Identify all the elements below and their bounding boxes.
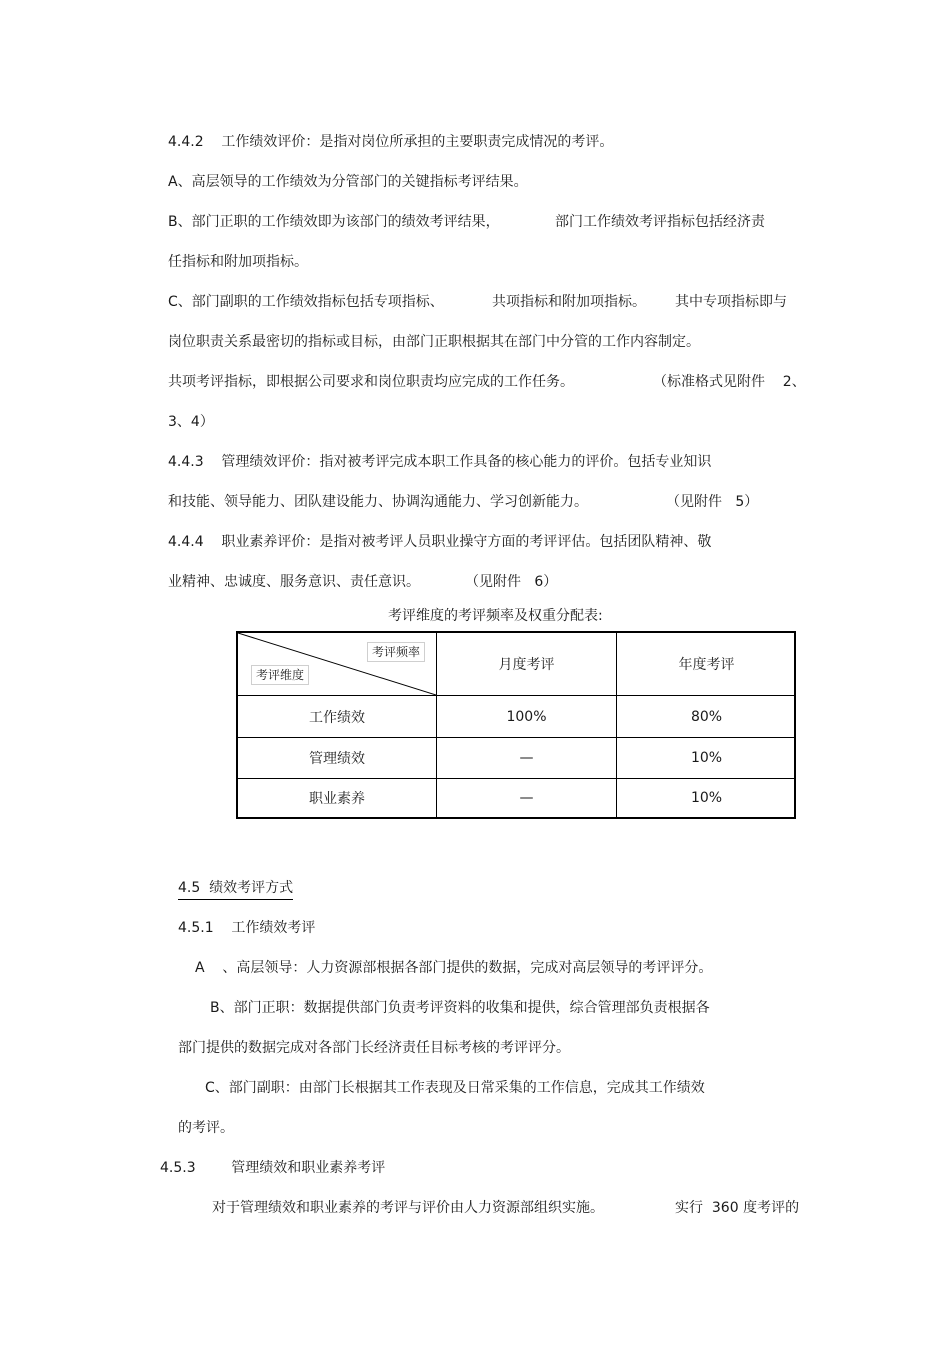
cell-monthly: 100%: [506, 708, 547, 725]
para-dept-deputy-cont: 的考评。: [178, 1120, 234, 1136]
para-4-4-4-ref: （见附件 6）: [465, 574, 558, 590]
para-c-part2: 共项指标和附加项指标。: [492, 294, 646, 310]
weight-table: [236, 631, 796, 819]
para-dept-deputy: C、部门副职：由部门长根据其工作表现及日常采集的工作信息，完成其工作绩效: [205, 1080, 705, 1096]
para-common-cont: 3、4）: [168, 414, 214, 430]
heading-4-5-3: 4.5.3 管理绩效和职业素养考评: [160, 1160, 386, 1176]
para-b-part1: B、部门正职的工作绩效即为该部门的绩效考评结果，: [168, 214, 500, 230]
para-b-cont: 任指标和附加项指标。: [168, 254, 308, 270]
cell-annual: 10%: [690, 750, 723, 766]
cell-annual: 80%: [690, 708, 723, 725]
para-c-part3: 其中专项指标即与: [675, 294, 787, 310]
para-common-part2: （标准格式见附件 2、: [653, 374, 806, 390]
para-4-4-4-cont: 业精神、忠诚度、服务意识、责任意识。: [168, 574, 420, 590]
heading-4-5: 4.5 绩效考评方式: [178, 878, 293, 900]
para-4-4-3-cont: 和技能、领导能力、团队建设能力、协调沟通能力、学习创新能力。: [168, 494, 588, 510]
row-label: 工作绩效: [309, 709, 365, 726]
para-common-part1: 共项考评指标，即根据公司要求和岗位职责均应完成的工作任务。: [168, 374, 574, 390]
table-caption: 考评维度的考评频率及权重分配表:: [388, 608, 603, 624]
para-a: A、高层领导的工作绩效为分管部门的关键指标考评结果。: [168, 174, 528, 190]
para-4-4-3-ref: （见附件 5）: [666, 494, 759, 510]
corner-label-dimension: 考评维度: [251, 665, 309, 685]
row-label: 职业素养: [309, 791, 365, 807]
para-4-4-3: 4.4.3 管理绩效评价：指对被考评完成本职工作具备的核心能力的评价。包括专业知识: [168, 454, 712, 470]
cell-annual: 10%: [690, 790, 723, 806]
para-b-part2: 部门工作绩效考评指标包括经济责: [555, 214, 765, 230]
header-annual: 年度考评: [678, 657, 735, 673]
para-c-part1: C、部门副职的工作绩效指标包括专项指标、: [168, 294, 444, 310]
cell-monthly: —: [519, 790, 534, 806]
para-360-part1: 对于管理绩效和职业素养的考评与评价由人力资源部组织实施。: [212, 1200, 604, 1216]
para-dept-head: B、部门正职：数据提供部门负责考评资料的收集和提供，综合管理部负责根据各: [210, 1000, 710, 1016]
para-4-4-4: 4.4.4 职业素养评价：是指对被考评人员职业操守方面的考评评估。包括团队精神、敬: [168, 534, 712, 550]
para-4-4-2: 4.4.2 工作绩效评价：是指对岗位所承担的主要职责完成情况的考评。: [168, 134, 614, 150]
heading-4-5-1: 4.5.1 工作绩效考评: [178, 920, 316, 936]
row-label: 管理绩效: [309, 751, 365, 767]
header-monthly: 月度考评: [498, 657, 555, 673]
para-senior-leader: A 、高层领导：人力资源部根据各部门提供的数据，完成对高层领导的考评评分。: [195, 960, 713, 976]
para-dept-head-cont: 部门提供的数据完成对各部门长经济责任目标考核的考评评分。: [178, 1040, 570, 1056]
corner-label-frequency: 考评频率: [367, 642, 425, 662]
cell-monthly: —: [519, 750, 534, 766]
para-360-part2: 实行 360 度考评的: [675, 1200, 800, 1216]
para-c-cont: 岗位职责关系最密切的指标或目标，由部门正职根据其在部门中分管的工作内容制定。: [168, 334, 700, 350]
